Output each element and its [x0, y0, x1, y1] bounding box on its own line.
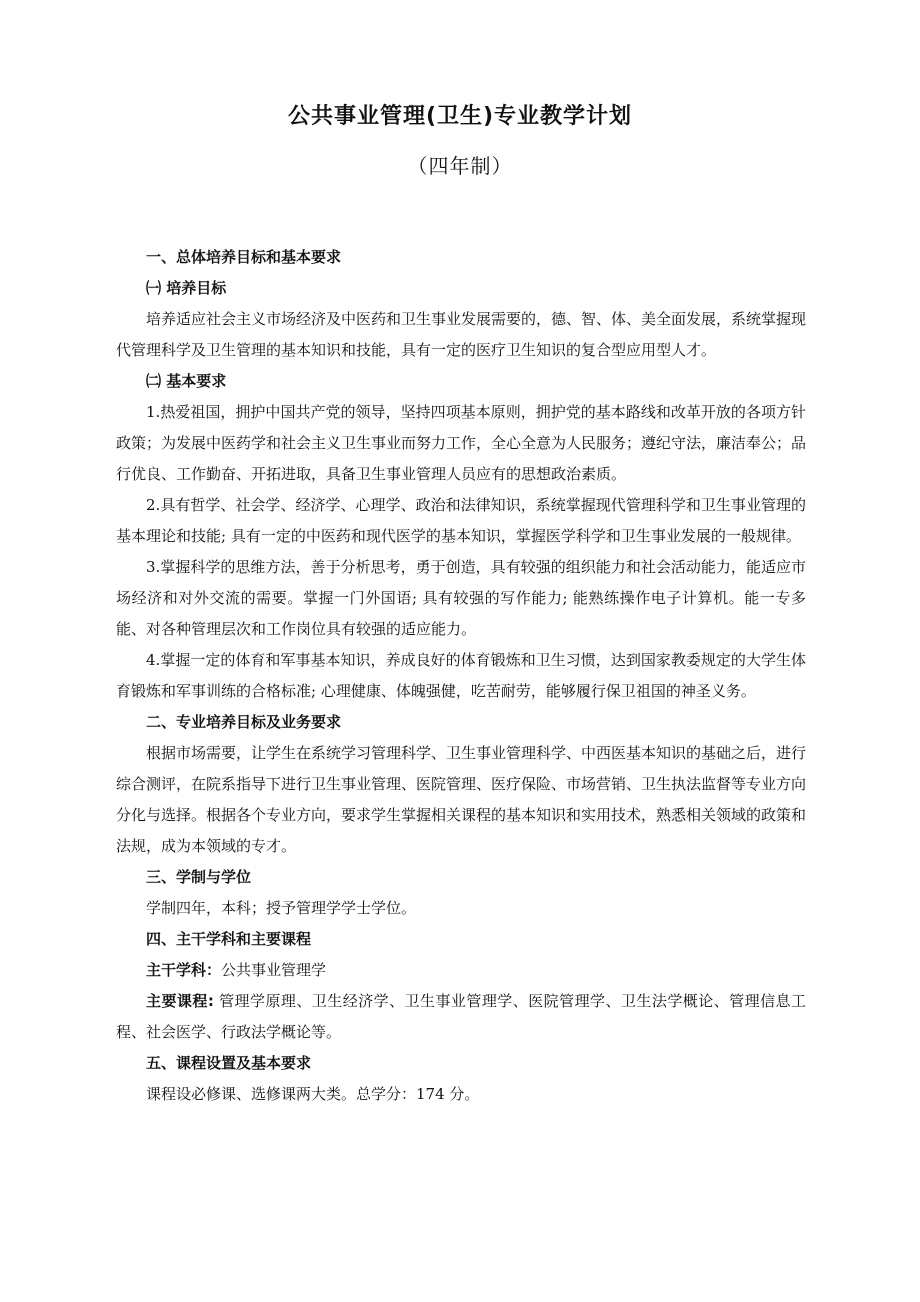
subsection-1-heading: ㈠ 培养目标: [146, 279, 227, 297]
section-4-heading: 四、主干学科和主要课程: [146, 930, 312, 948]
section-5-text: 课程设必修课、选修课两大类。总学分：174 分。: [146, 1085, 480, 1103]
main-disciplines-value: 公共事业管理学: [221, 961, 327, 979]
requirement-1: 1.热爱祖国，拥护中国共产党的领导，坚持四项基本原则，拥护党的基本路线和改革开放的各项方针政策；为发展中医药学和社会主义卫生事业而努力工作，全心全意为人民服务；遵纪守法，廉洁奉公；品行优良、工作勤奋、开拓进取，具备卫生事业管理人员应有的思想政治素质。: [116, 403, 807, 483]
main-courses-value: 管理学原理、卫生经济学、卫生事业管理学、医院管理学、卫生法学概论、管理信息工程、社会医学、行政法学概论等。: [116, 992, 807, 1041]
requirement-4: 4.掌握一定的体育和军事基本知识，养成良好的体育锻炼和卫生习惯，达到国家教委规定的大学生体育锻炼和军事训练的合格标准; 心理健康、体魄强健，吃苦耐劳，能够履行保卫祖国的神圣义务。: [116, 651, 806, 700]
requirement-2: 2.具有哲学、社会学、经济学、心理学、政治和法律知识，系统掌握现代管理科学和卫生事业管理的基本理论和技能; 具有一定的中医药和现代医学的基本知识，掌握医学科学和卫生事业发展的一般规律。: [116, 496, 806, 545]
section-1-heading: 一、总体培养目标和基本要求: [146, 248, 342, 266]
section-2-text: 根据市场需要，让学生在系统学习管理科学、卫生事业管理科学、中西医基本知识的基础之后，进行综合测评，在院系指导下进行卫生事业管理、医院管理、医疗保险、市场营销、卫生执法监督等专业方向分化与选择。根据各个专业方向，要求学生掌握相关课程的基本知识和实用技术，熟悉相关领域的政策和法规，成为本领域的专才。: [116, 744, 807, 855]
section-2-heading: 二、专业培养目标及业务要求: [146, 713, 342, 731]
subsection-2-heading: ㈡ 基本要求: [146, 372, 227, 390]
main-courses-label: 主要课程:: [146, 992, 214, 1010]
document-subtitle: （四年制）: [407, 154, 513, 178]
main-disciplines-label: 主干学科：: [146, 961, 222, 979]
main-courses: [116, 986, 806, 1048]
section-3-text: 学制四年，本科；授予管理学学士学位。: [146, 899, 417, 917]
training-goal-text: 培养适应社会主义市场经济及中医药和卫生事业发展需要的，德、智、体、美全面发展，系统掌握现代管理科学及卫生管理的基本知识和技能，具有一定的医疗卫生知识的复合型应用型人才。: [116, 310, 807, 359]
main-disciplines: [116, 955, 806, 986]
document-body: [116, 242, 806, 1110]
requirement-3: 3.掌握科学的思维方法，善于分析思考，勇于创造，具有较强的组织能力和社会活动能力，能适应市场经济和对外交流的需要。掌握一门外国语; 具有较强的写作能力; 能熟练操作电子计算机。能一专多能、对各种管理层次和工作岗位具有较强的适应能力。: [116, 558, 806, 638]
document-title: 公共事业管理(卫生)专业教学计划: [287, 104, 633, 129]
section-3-heading: 三、学制与学位: [146, 868, 252, 886]
section-5-heading: 五、课程设置及基本要求: [146, 1054, 312, 1072]
